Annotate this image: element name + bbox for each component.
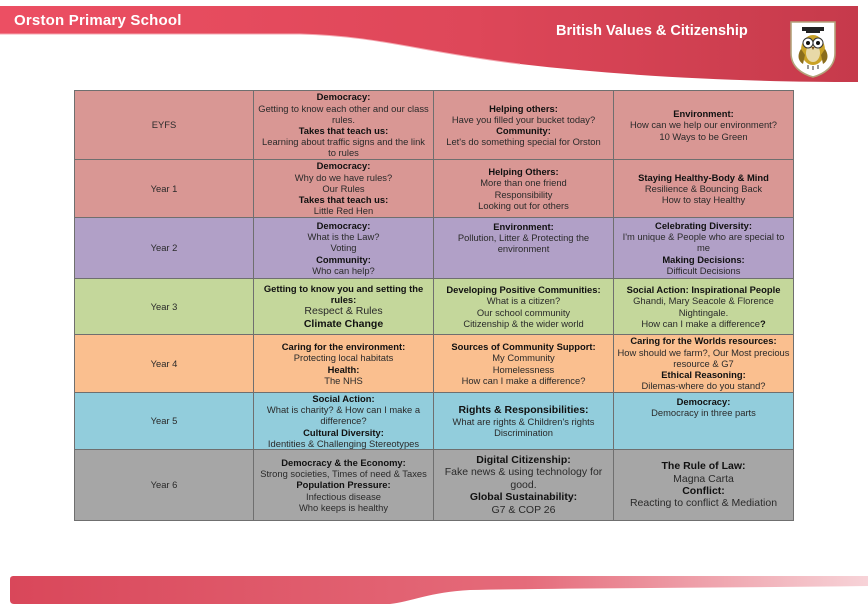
year-label-cell: Year 4 [75,335,254,393]
topic-cell [614,91,794,160]
topic-title: Environment: [673,108,734,120]
topic-cell [254,393,434,450]
topic-title: Takes that teach us: [298,125,389,136]
topic-cell [434,335,614,393]
topic-cell [614,450,794,521]
topic-text: The NHS [324,374,363,386]
topic-title: Conflict: [682,485,725,498]
topic-title: The Rule of Law: [661,460,746,473]
topic-title: Celebrating Diversity: [655,219,752,231]
topic-text: Why do we have rules? [294,171,393,183]
topic-cell [434,160,614,218]
topic-text: Learning about traffic signs and the link to rules [262,136,425,159]
topic-title: Making Decisions: [662,253,745,265]
topic-title: Climate Change [303,317,384,330]
topic-title: Global Sustainability: [469,491,578,504]
topic-cell [614,393,794,450]
topic-cell [614,279,794,335]
topic-title: Democracy: [676,396,731,407]
topic-title: Sources of Community Support: [451,341,596,353]
topic-text: Responsibility [494,188,553,200]
topic-cell [254,218,434,279]
topic-text: How can we help our environment? [630,119,777,131]
topic-title: Developing Positive Communities: [446,284,601,296]
topic-text: Respect & Rules [304,305,383,318]
topic-title: Helping Others: [488,166,559,178]
topic-text: Who keeps is healthy [298,501,389,513]
topic-text: How to stay Healthy [661,194,746,206]
topic-text: Pollution, Litter & Protecting the environment [457,232,590,255]
topic-text: I'm unique & People who are special to me [622,231,785,254]
topic-cell [434,450,614,521]
table-row-eyfs [75,91,794,160]
topic-text: What is a citizen? [486,295,561,307]
topic-text: Who can help? [312,264,375,276]
topic-text: Infectious disease [305,490,382,502]
topic-cell [434,393,614,450]
table-row-year-6 [75,450,794,521]
topic-title: Rights & Responsibilities: [458,403,589,416]
topic-title: Health: [327,363,360,375]
year-label-cell: Year 2 [75,218,254,279]
table-row-year-1 [75,160,794,218]
topic-text-question-mark: ? [759,317,766,329]
topic-text [617,318,790,329]
curriculum-table [74,90,793,520]
year-label-cell: Year 3 [75,279,254,335]
topic-text: Looking out for others [478,199,569,211]
topic-title: Community: [316,253,371,265]
topic-text: Let's do something special for Orston [446,136,601,148]
topic-text: Citizenship & the wider world [463,317,584,329]
page-title: British Values & Citizenship [556,23,748,39]
topic-text: What is the Law? [307,231,380,243]
topic-title: Environment: [493,221,554,232]
topic-text: Ghandi, Mary Seacole & Florence Nightingale. [633,295,774,318]
footer-band [10,576,868,604]
topic-title: Takes that teach us: [298,194,389,206]
topic-title: Social Action: [312,393,375,404]
footer-wave-graphic [10,576,868,604]
year-label-cell: Year 1 [75,160,254,218]
topic-text: Resilience & Bouncing Back [644,182,763,194]
topic-title: Democracy & the Economy: [281,457,406,468]
topic-text: Little Red Hen [313,205,374,217]
topic-cell [254,279,434,335]
topic-text: Getting to know each other and our class rules. [258,102,429,125]
school-crest-logo [788,19,838,79]
topic-title: Democracy: [316,219,371,231]
table-row-year-5 [75,393,794,450]
topic-text: Homelessness [492,363,555,375]
year-label-cell: EYFS [75,91,254,160]
table-row-year-2 [75,218,794,279]
topic-text: More than one friend [480,177,567,189]
topic-text: Difficult Decisions [666,264,741,276]
topic-cell [254,450,434,521]
topic-cell [614,335,794,393]
topic-title: Democracy: [316,91,371,103]
year-label-cell: Year 5 [75,393,254,450]
topic-text: Fake news & using technology for good. [444,466,603,491]
topic-text: How can I make a difference? [461,374,586,386]
topic-title: Helping others: [489,102,558,114]
topic-title: Cultural Diversity: [303,426,384,438]
topic-text: My Community [492,352,555,364]
topic-text: G7 & COP 26 [491,503,556,516]
topic-text: Dilemas-where do you stand? [641,380,766,392]
topic-title: Community: [496,125,551,136]
topic-cell [614,218,794,279]
topic-text: Magna Carta [673,472,734,485]
topic-text-main: How can I make a difference [641,317,760,329]
topic-cell [434,218,614,279]
topic-title: Caring for the environment: [281,341,406,353]
topic-text: 10 Ways to be Green [659,130,748,142]
topic-text: How should we farm?, Our Most precious resource & G7 [617,346,790,369]
year-label-cell: Year 6 [75,450,254,521]
topic-title: Democracy: [316,160,371,172]
topic-cell [434,91,614,160]
topic-title: Population Pressure: [296,479,391,491]
topic-title: Social Action: Inspirational People [626,284,781,296]
topic-text: Have you filled your bucket today? [451,113,596,125]
topic-title: Ethical Reasoning: [661,369,746,381]
topic-text: Democracy in three parts [651,407,756,419]
topic-title: Staying Healthy-Body & Mind [638,171,769,183]
table-row-year-3 [75,279,794,335]
topic-cell [254,160,434,218]
topic-title: Caring for the Worlds resources: [630,335,777,347]
topic-text: Our school community [476,306,571,318]
topic-text: Our Rules [322,182,365,194]
topic-title: Digital Citizenship: [476,454,571,466]
topic-text: Strong societies, Times of need & Taxes [260,468,427,480]
topic-cell [434,279,614,335]
table-row-year-4 [75,335,794,393]
topic-cell [254,335,434,393]
topic-text: What are rights & Children's rights Discrimination [452,416,595,439]
topic-text: Voting [330,242,357,254]
topic-cell [254,91,434,160]
topic-title: Getting to know you and setting the rules: [263,282,424,306]
topic-text: Reacting to conflict & Mediation [629,497,778,510]
school-name: Orston Primary School [14,12,182,29]
curriculum-grid [74,90,794,521]
topic-text: Identities & Challenging Stereotypes [267,437,420,449]
topic-text: What is charity? & How can I make a difference? [266,404,421,427]
topic-cell [614,160,794,218]
topic-text: Protecting local habitats [293,352,394,364]
